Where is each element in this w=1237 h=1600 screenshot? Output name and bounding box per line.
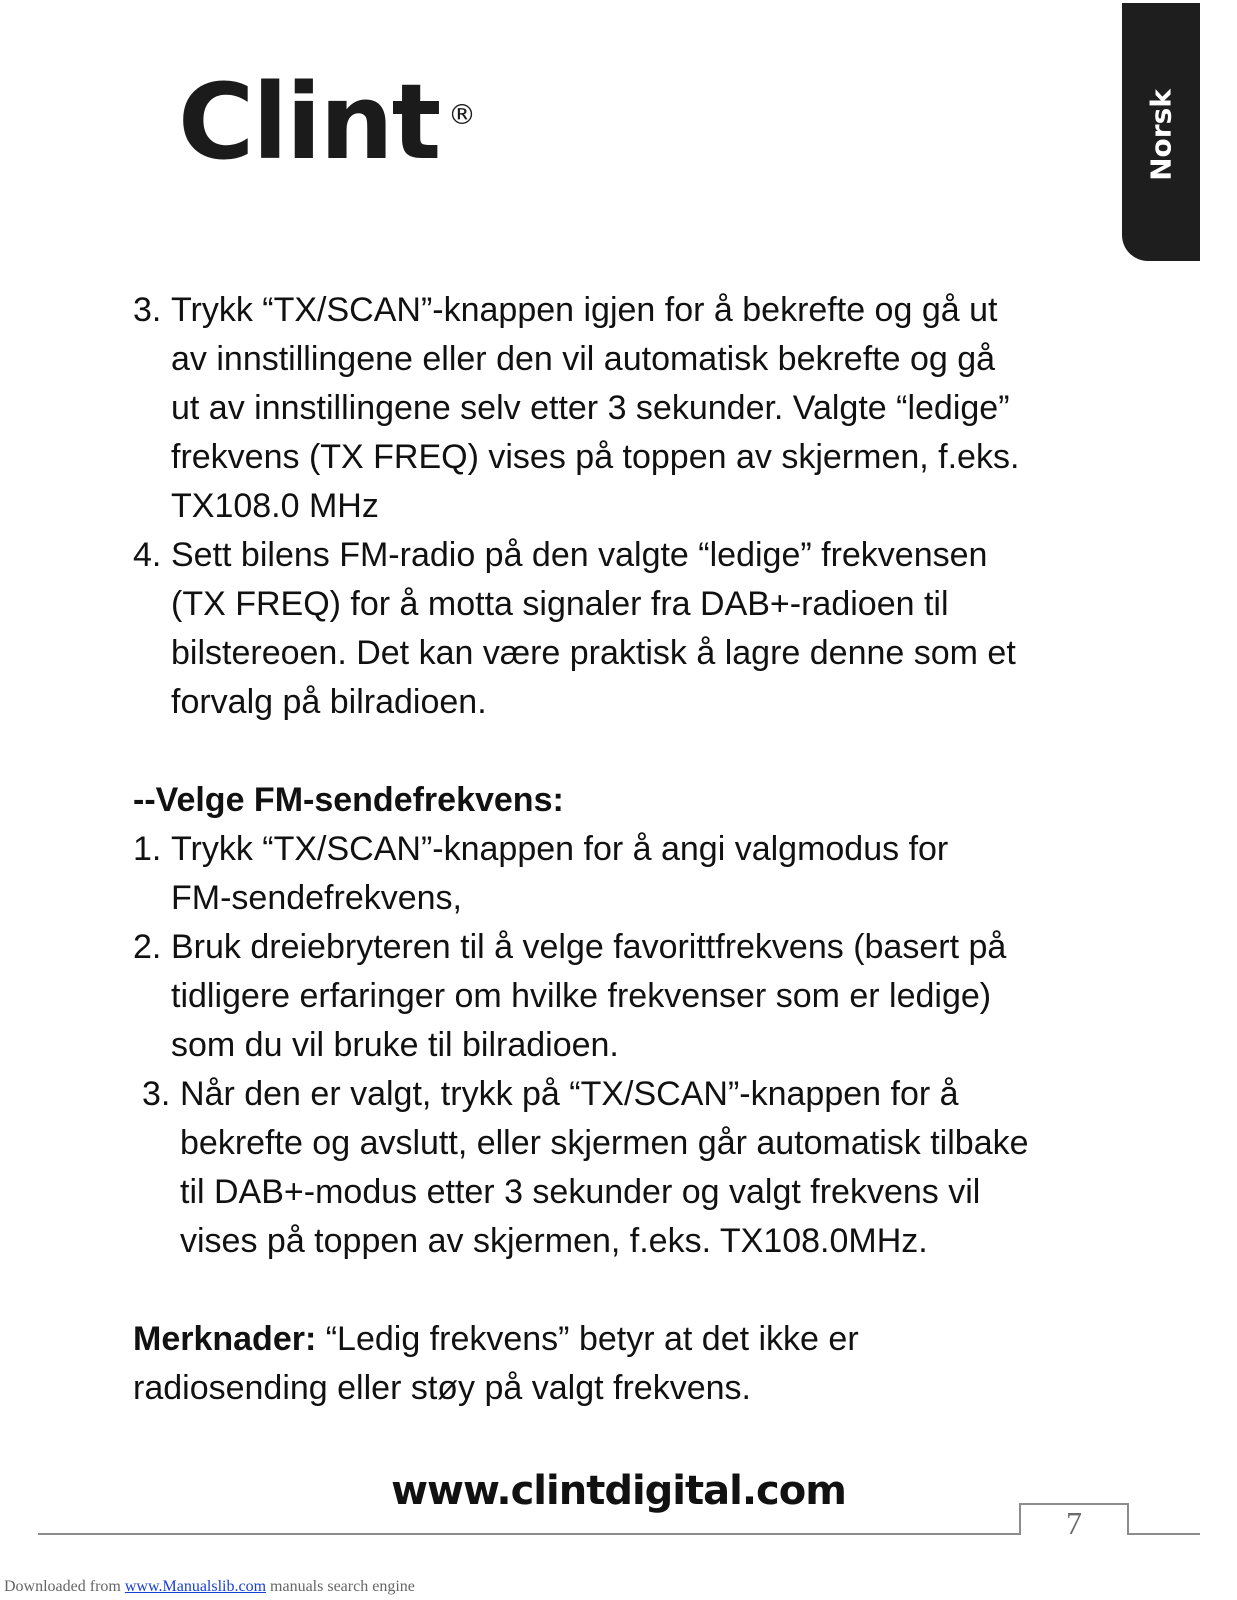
step-line: forvalg på bilradioen. xyxy=(171,683,487,721)
step-number: 2. xyxy=(133,928,162,966)
note-text: radiosending eller støy på valgt frekvens. xyxy=(133,1369,751,1407)
section-heading: --Velge FM-sendefrekvens: xyxy=(133,781,564,819)
manual-content xyxy=(133,286,1133,1413)
download-prefix: Downloaded from xyxy=(4,1578,125,1595)
step-item xyxy=(133,286,1133,531)
step-item xyxy=(142,1070,1133,1266)
step-line: til DAB+-modus etter 3 sekunder og valgt frekvens vil xyxy=(180,1173,981,1211)
language-tab-label: Norsk xyxy=(1144,89,1178,181)
paragraph-gap xyxy=(133,1266,1133,1315)
logo-text: Clint xyxy=(178,61,440,183)
step-line: FM-sendefrekvens, xyxy=(171,879,462,917)
note-paragraph xyxy=(133,1315,1133,1413)
step-line: Når den er valgt, trykk på “TX/SCAN”-knappen for å xyxy=(180,1075,959,1113)
step-number: 4. xyxy=(133,536,162,574)
step-item xyxy=(133,531,1133,727)
note-text: “Ledig frekvens” betyr at det ikke er xyxy=(316,1320,859,1358)
step-line: (TX FREQ) for å motta signaler fra DAB+-radioen til xyxy=(171,585,949,623)
download-note xyxy=(4,1578,415,1596)
step-number: 1. xyxy=(133,830,162,868)
step-line: som du vil bruke til bilradioen. xyxy=(171,1026,619,1064)
step-line: bekrefte og avslutt, eller skjermen går automatisk tilbake xyxy=(180,1124,1029,1162)
note-label: Merknader: xyxy=(133,1320,317,1358)
footer-divider xyxy=(38,1533,1020,1535)
step-line: tidligere erfaringer om hvilke frekvenser som er ledige) xyxy=(171,977,992,1015)
website-url: www.clintdigital.com xyxy=(391,1468,846,1514)
page-number: 7 xyxy=(1066,1505,1082,1541)
manualslib-link[interactable]: www.Manualslib.com xyxy=(124,1578,267,1595)
step-line: frekvens (TX FREQ) vises på toppen av skjermen, f.eks. xyxy=(171,438,1020,476)
step-line: Bruk dreiebryteren til å velge favorittfrekvens (basert på xyxy=(171,928,1007,966)
footer-divider xyxy=(1127,1533,1200,1535)
paragraph-gap xyxy=(133,727,1133,776)
step-line: vises på toppen av skjermen, f.eks. TX108.0MHz. xyxy=(180,1222,928,1260)
step-line: av innstillingene eller den vil automatisk bekrefte og gå xyxy=(171,340,996,378)
brand-logo xyxy=(178,61,440,183)
step-line: Trykk “TX/SCAN”-knappen for å angi valgmodus for xyxy=(171,830,949,868)
registered-mark: ® xyxy=(448,98,476,131)
step-item xyxy=(133,923,1133,1070)
language-tab xyxy=(1122,3,1200,261)
step-line: TX108.0 MHz xyxy=(171,487,379,525)
step-line: Trykk “TX/SCAN”-knappen igjen for å bekrefte og gå ut xyxy=(171,291,998,329)
download-suffix: manuals search engine xyxy=(266,1578,415,1595)
step-line: bilstereoen. Det kan være praktisk å lagre denne som et xyxy=(171,634,1016,672)
step-item xyxy=(133,825,1133,923)
step-line: Sett bilens FM-radio på den valgte “ledige” frekvensen xyxy=(171,536,988,574)
step-line: ut av innstillingene selv etter 3 sekunder. Valgte “ledige” xyxy=(171,389,1010,427)
step-number: 3. xyxy=(133,291,162,329)
step-number: 3. xyxy=(142,1075,171,1113)
